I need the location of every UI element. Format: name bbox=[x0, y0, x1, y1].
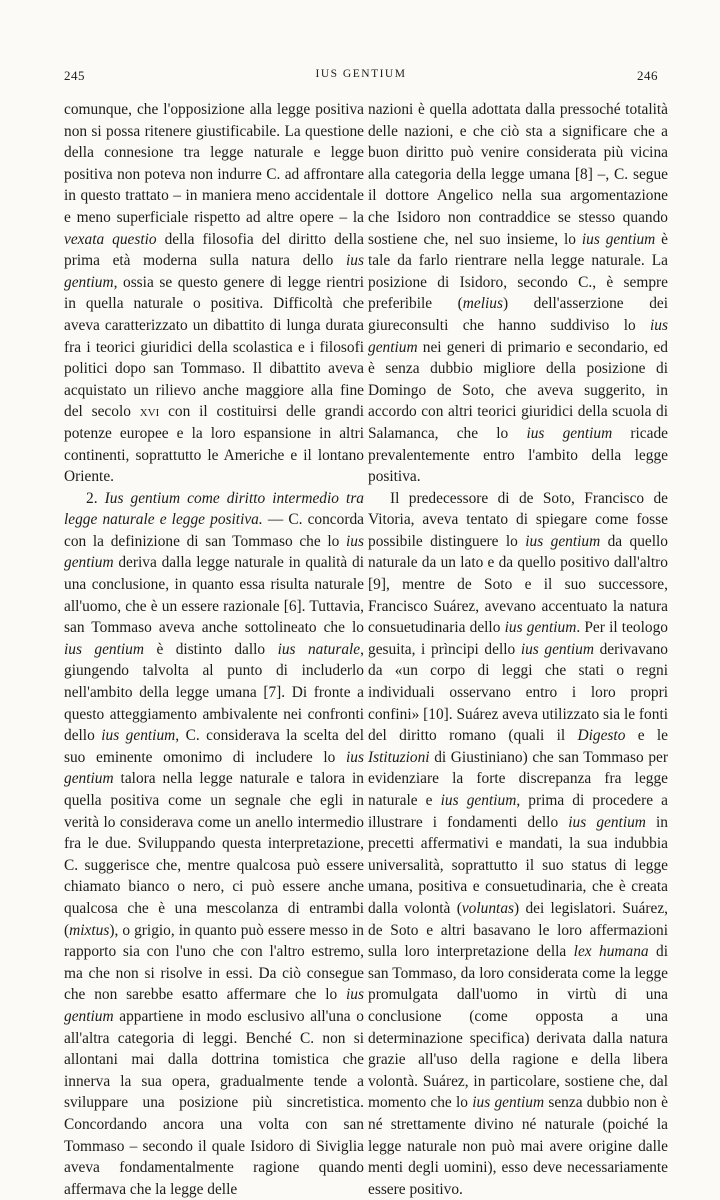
text-run: ) dell'asserzione dei giureconsulti che hanno suddiviso lo bbox=[368, 295, 669, 334]
text-run: in precetti affermativi e mandati, la sua indubbia universalità, soprattutto il suo status di legge umana, positiva e consuetudinaria, che è creata dalla volontà ( bbox=[368, 813, 668, 917]
italic-term: ius gentium bbox=[101, 727, 176, 745]
text-run: talora nella legge naturale e talora in quella positiva come un segnale che egli in verità lo considerava come un anello intermedio fra le due. Sviluppando questa interpretazione, C. suggerisce che, mentre qualcosa può essere chiamato bianco o nero, ci può essere anche qualcosa che è una mescolanza di entrambi ( bbox=[64, 770, 364, 939]
text-run: è tale da farlo rientrare nella legge naturale. La posizione di Isidoro, secondo C., è sempre preferibile ( bbox=[368, 230, 668, 313]
paragraph bbox=[368, 99, 668, 488]
text-run: , prima di procedere a illustrare i fondamenti dello bbox=[368, 792, 668, 831]
page-number-right: 246 bbox=[637, 68, 658, 83]
right-column bbox=[368, 99, 668, 1200]
century-numeral: xvi bbox=[139, 403, 160, 421]
italic-term: ius gentium bbox=[581, 230, 656, 248]
italic-term: ius gentium bbox=[504, 619, 577, 637]
left-column bbox=[64, 99, 364, 1200]
text-run: Il predecessore di de Soto, Francisco de Vitoria, aveva tentato di spiegare come fosse possibile distinguere lo bbox=[368, 489, 668, 550]
italic-term: ius gentium bbox=[440, 792, 517, 809]
section-number: 2. bbox=[86, 489, 105, 507]
page-number-left: 245 bbox=[64, 68, 85, 83]
italic-term: melius bbox=[462, 295, 503, 313]
text-run: ricade prevalentemente entro l'ambito della legge positiva. bbox=[368, 424, 668, 486]
italic-term: ius naturale bbox=[277, 640, 361, 658]
text-run: comunque, che l'opposizione alla legge positiva non si possa ritenere giustificabile. La questione della connesione tra legge naturale e legge positiva non poteva non indurre C. ad affrontare in questo trattato – in maniera meno accidentale e meno superficiale rispetto ad altre opere – la bbox=[64, 101, 364, 226]
paragraph bbox=[368, 488, 668, 1200]
text-run: ) dei legislatori. Suárez, de Soto e altri basavano le loro affermazioni sulla loro interpretazione della bbox=[368, 899, 668, 961]
italic-term: ius gentium bbox=[64, 252, 364, 291]
text-run: di Giustiniano) che san Tommaso per evidenziare la forte discrepanza fra legge naturale e bbox=[368, 748, 668, 809]
italic-term: ius gentium bbox=[568, 813, 646, 831]
italic-term: ius gentium bbox=[368, 316, 668, 356]
italic-term: vexata questio bbox=[64, 230, 157, 248]
italic-term: mixtus bbox=[69, 921, 110, 939]
text-run: deriva dalla legge naturale in qualità di una conclusione, in quanto essa risulta naturale all'uomo, che è un essere razionale [6]. Tuttavia, san Tommaso aveva anche sottolineato che lo bbox=[64, 554, 364, 637]
text-run: e le bbox=[625, 727, 668, 745]
italic-term: Digesto bbox=[577, 727, 626, 745]
italic-term: lex humana bbox=[573, 943, 649, 961]
running-title: IUS GENTIUM bbox=[315, 68, 407, 80]
text-run: è distinto dallo bbox=[144, 640, 278, 658]
italic-term: ius gentium bbox=[64, 748, 364, 788]
italic-term: Istituzioni bbox=[368, 748, 430, 766]
text-run: da quello naturale da un lato e da quello positivo dall'altro [9], mentre de Soto e il suo successore, Francisco Suárez, avevano accentuato la natura consuetudinaria dello bbox=[368, 532, 668, 637]
text-run: con il costituirsi delle grandi potenze europee e la loro espansione in altri continenti, soprattutto le Americhe e il lontano Oriente. bbox=[64, 403, 364, 486]
section-heading: Ius gentium come diritto intermedio tra legge naturale e legge positiva. bbox=[64, 489, 364, 529]
text-run: , C. considerava la scelta del suo eminente omonimo di includere lo bbox=[64, 727, 364, 766]
italic-term: ius gentium bbox=[472, 1094, 545, 1112]
text-run: nazioni è quella adottata dalla pressoché totalità delle nazioni, e che ciò sta a significare che a buon diritto può venire considerata più vicina alla categoria della legge umana [8] –, C. segue il dottore Angelico nella sua argomentazione che Isidoro non contraddice se stesso quando sostiene che, nel suo insieme, lo bbox=[368, 101, 668, 248]
italic-term: ius gentium bbox=[64, 640, 144, 658]
text-run: , ossia se questo genere di legge rientri in quella naturale o positiva. Difficoltà che aveva caratterizzato un dibattito di lunga durata fra i teorici giuridici della scolastica e i filosofi politici dopo san Tommaso. Il dibattito aveva acquistato un rilievo anche maggiore alla fine del secolo bbox=[64, 273, 364, 421]
running-header bbox=[64, 68, 658, 88]
text-run: della filosofia del diritto della prima età moderna sulla natura dello bbox=[64, 230, 364, 270]
text-run: nei generi di primario e secondario, ed è senza dubbio migliore della posizione di Domingo de Soto, che aveva suggerito, in accordo con altri teorici giuridici della scuola di Salamanca, che lo bbox=[368, 338, 668, 442]
text-run: . Per il teologo gesuita, i prìncipi dello bbox=[368, 619, 668, 658]
paragraph bbox=[64, 99, 364, 488]
text-run: senza dubbio non è né strettamente divino né naturale (poiché la legge naturale non può mai avere origine dalle menti degli uomini), esso deve necessariamente essere positivo. bbox=[368, 1094, 668, 1198]
text-run: appartiene in modo esclusivo all'una o all'altra categoria di leggi. Benché C. non si allontani mai dalla dottrina tomistica che innerva la sua opera, gradualmente tende a sviluppare una posizione più sincretistica. Concordando ancora una volta con san Tommaso – secondo il quale Isidoro di Siviglia aveva fondamentalmente ragione quando affermava che la legge delle bbox=[64, 1007, 364, 1198]
italic-term: ius gentium bbox=[64, 532, 364, 572]
paragraph bbox=[64, 488, 364, 1200]
text-run: ), o grigio, in quanto può essere messo in rapporto sia con l'uno che con l'altro estremo, ma che non si risolve in essi. Da ciò consegue che non sarebbe esatto affermare che lo bbox=[64, 921, 364, 1004]
italic-term: ius gentium bbox=[520, 640, 594, 658]
italic-term: ius gentium bbox=[64, 986, 364, 1025]
text-run: di san Tommaso, da loro considerata come la legge promulgata dall'uomo in virtù di una conclusione (come opposta a una determinazione specifica) derivata dalla natura grazie all'uso della ragione e della libera volontà. Suárez, in particolare, sostiene che, dal momento che lo bbox=[368, 943, 668, 1112]
text-run: derivavano da «un corpo di leggi che stati o regni individuali osservano entro i loro propri confini» [10]. Suárez aveva utilizzato sia le fonti del diritto romano (quali il bbox=[368, 640, 669, 745]
italic-term: ius gentium bbox=[525, 532, 601, 550]
text-run: — C. concorda con la definizione di san Tommaso che lo bbox=[64, 511, 364, 550]
italic-term: voluntas bbox=[461, 899, 514, 917]
text-run: , giungendo talvolta al punto di includerlo nell'ambito della legge umana [7]. Di fronte a questo atteggiamento ambivalente nei confronti dello bbox=[64, 640, 364, 745]
italic-term: ius gentium bbox=[526, 424, 613, 442]
